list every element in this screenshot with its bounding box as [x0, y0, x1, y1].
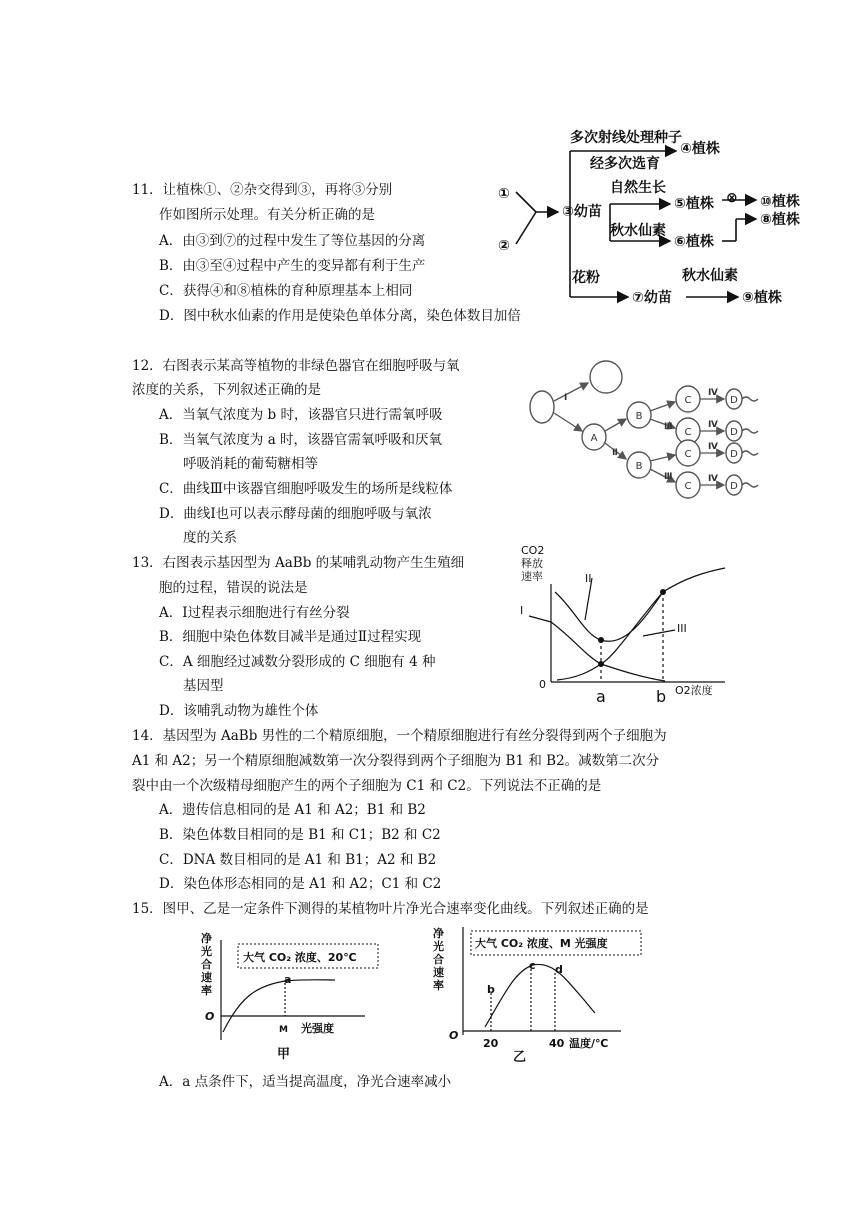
jia-ylabel-1: 净: [201, 932, 212, 945]
germ-cell-diagram: [528, 355, 763, 515]
spermatogonium-cell: [530, 391, 554, 423]
chart-o2-ylabel-3: 速率: [521, 570, 543, 583]
yi-tick-40: 40: [549, 1037, 565, 1050]
sperm-tail-4: [742, 483, 758, 487]
plant-4-label: ④植株: [680, 141, 720, 157]
q14-stem-line1: 14．基因型为 AaBb 男性的二个精原细胞，一个精原细胞进行有丝分裂得到两个子细胞为: [132, 728, 667, 744]
plant-8-label: ⑧植株: [760, 212, 800, 228]
q12-stem-line1: 12．右图表示某高等植物的非绿色器官在细胞呼吸与氧: [132, 358, 460, 374]
yi-caption: 乙: [513, 1050, 527, 1065]
selfing-symbol: ⊗: [726, 190, 738, 206]
label-process-IV-3: Ⅳ: [708, 442, 718, 452]
q14-option-a: A．遗传信息相同的是 A1 和 A2；B1 和 B2: [159, 802, 426, 818]
q13-option-b: B．细胞中染色体数目减半是通过Ⅱ过程实现: [159, 629, 422, 645]
yi-xlabel: 温度/℃: [569, 1037, 609, 1050]
label-pollen: 花粉: [572, 270, 600, 286]
curve-II-total: [555, 568, 725, 641]
label-process-I: Ⅰ: [564, 393, 568, 403]
label-natural-growth: 自然生长: [610, 180, 666, 196]
curve-I-anaerobic: [551, 622, 665, 681]
jia-ylabel-4: 速: [201, 971, 212, 984]
sperm-tail-1: [742, 397, 758, 401]
plant-1-label: ①: [498, 186, 510, 202]
label-cell-C-4: C: [684, 481, 692, 492]
chart-yi: [425, 923, 665, 1065]
label-cell-C-1: C: [684, 395, 692, 406]
seedling-7-label: ⑦幼苗: [632, 290, 672, 306]
q12-option-a: A．当氧气浓度为 b 时，该器官只进行需氧呼吸: [159, 407, 443, 423]
q12-option-c: C．曲线Ⅲ中该器官细胞呼吸发生的场所是线粒体: [159, 481, 453, 497]
q11-stem-line1: 11．让植株①、②杂交得到③，再将③分别: [132, 182, 393, 198]
q14-option-b: B．染色体数目相同的是 B1 和 C1；B2 和 C2: [159, 827, 441, 843]
label-process-III-upper: Ⅲ: [664, 422, 673, 432]
q13-stem-line2: 胞的过程，错误的说法是: [159, 580, 308, 596]
breeding-diagram: [490, 120, 820, 315]
label-process-IV-2: Ⅳ: [708, 420, 718, 430]
q12-option-b-line1: B．当氧气浓度为 a 时，该器官需氧呼吸和厌氧: [159, 432, 443, 448]
mitosis-daughter-cell: [590, 361, 622, 393]
sperm-tail-3: [742, 451, 758, 455]
q11-option-a: A．由③到⑦的过程中发生了等位基因的分离: [159, 233, 426, 249]
chart-o2-ylabel-1: CO2: [521, 544, 545, 557]
x-tick-b: b: [656, 687, 667, 705]
q14-stem-line3: 裂中由一个次级精母细胞产生的两个子细胞为 C1 和 C2。下列说法不正确的是: [132, 778, 602, 794]
label-radiation: 多次射线处理种子: [570, 130, 682, 146]
q15-option-a: A．a 点条件下，适当提高温度，净光合速率减小: [159, 1074, 452, 1090]
curve-II-label: II: [585, 572, 592, 585]
yi-ylabel-2: 光: [433, 940, 444, 953]
plant-10-label: ⑩植株: [760, 194, 800, 210]
yi-condition-box-text: 大气 CO₂ 浓度、M 光强度: [475, 937, 608, 950]
label-cell-A: A: [590, 433, 598, 444]
jia-condition-box-text: 大气 CO₂ 浓度、20℃: [243, 951, 357, 964]
label-process-III-lower: Ⅲ: [664, 472, 673, 482]
q11-option-b: B．由③至④过程中产生的变异都有利于生产: [159, 258, 426, 274]
q13-option-c-line1: C．A 细胞经过减数分裂形成的 C 细胞有 4 种: [159, 654, 436, 670]
point-intersection: [598, 661, 604, 667]
point-b: [660, 589, 666, 595]
q11-option-c: C．获得④和⑧植株的育种原理基本上相同: [159, 283, 413, 299]
label-cell-C-2: C: [684, 427, 692, 438]
q13-stem-line1: 13．右图表示基因型为 AaBb 的某哺乳动物产生生殖细: [132, 555, 465, 571]
yi-origin: O: [449, 1029, 459, 1042]
plant-9-label: ⑨植株: [742, 290, 782, 306]
pointer-III: [643, 630, 675, 636]
jia-caption: 甲: [277, 1047, 291, 1062]
chart-jia: [195, 928, 390, 1063]
respiration-o2-chart: [515, 540, 730, 705]
label-cell-D-1: D: [730, 395, 738, 406]
q12-option-d-line1: D．曲线Ⅰ也可以表示酵母菌的细胞呼吸与氧浓: [159, 506, 432, 522]
jia-origin: O: [205, 1010, 215, 1023]
q13-option-d: D．该哺乳动物为雄性个体: [159, 703, 319, 719]
seedling-3-label: ③幼苗: [562, 204, 602, 220]
label-colchicine-2: 秋水仙素: [682, 268, 738, 284]
jia-xlabel: 光强度: [301, 1022, 334, 1035]
point-minimum: [598, 637, 604, 643]
label-process-IV-4: Ⅳ: [708, 474, 718, 484]
label-cell-D-3: D: [730, 449, 738, 460]
jia-ylabel-5: 率: [201, 984, 212, 997]
curve-I-label: I: [520, 604, 524, 617]
chart-o2-ylabel-2: 释放: [521, 557, 543, 570]
label-cell-B-upper: B: [635, 411, 643, 422]
jia-tick-m: M: [279, 1025, 288, 1035]
label-cell-B-lower: B: [635, 461, 643, 472]
q14-stem-line2: A1 和 A2；另一个精原细胞减数第一次分裂得到两个子细胞为 B1 和 B2。减数第二次分: [132, 753, 660, 769]
label-cell-D-2: D: [730, 427, 738, 438]
jia-ylabel-2: 光: [201, 945, 212, 958]
q13-option-a: A．Ⅰ过程表示细胞进行有丝分裂: [159, 605, 350, 621]
q14-option-c: C．DNA 数目相同的是 A1 和 B1；A2 和 B2: [159, 852, 437, 868]
label-selection: 经多次选育: [590, 156, 660, 172]
yi-point-d: d: [555, 963, 563, 976]
q13-option-c-line2: 基因型: [183, 678, 224, 694]
yi-ylabel-4: 速: [433, 966, 444, 979]
plant-2-label: ②: [498, 238, 510, 254]
label-cell-C-3: C: [684, 449, 692, 460]
q14-option-d: D．染色体形态相同的是 A1 和 A2；C1 和 C2: [159, 876, 442, 892]
jia-ylabel-3: 合: [201, 958, 212, 971]
chart-o2-origin: 0: [539, 678, 546, 691]
q12-option-b-line2: 呼吸消耗的葡萄糖相等: [183, 456, 318, 472]
label-process-IV-1: Ⅳ: [708, 388, 718, 398]
yi-curve: [485, 964, 595, 1027]
q12-option-d-line2: 度的关系: [183, 530, 237, 546]
label-colchicine-1: 秋水仙素: [610, 223, 666, 239]
q11-stem-line2: 作如图所示处理。有关分析正确的是: [159, 207, 375, 223]
yi-ylabel-3: 合: [433, 953, 444, 966]
yi-ylabel-1: 净: [433, 927, 444, 940]
x-tick-a: a: [596, 687, 606, 705]
q11-option-d: D．图中秋水仙素的作用是使染色单体分离，染色体数目加倍: [159, 308, 521, 324]
q12-stem-line2: 浓度的关系，下列叙述正确的是: [132, 382, 321, 398]
yi-ylabel-5: 率: [433, 979, 444, 992]
jia-point-a: a: [284, 973, 292, 986]
yi-point-b: b: [487, 983, 495, 996]
q15-stem: 15．图甲、乙是一定条件下测得的某植物叶片净光合速率变化曲线。下列叙述正确的是: [132, 901, 649, 917]
plant-5-label: ⑤植株: [674, 196, 714, 212]
label-process-II: Ⅱ: [612, 448, 618, 458]
chart-o2-xlabel: O2浓度: [675, 684, 713, 697]
plant-6-label: ⑥植株: [674, 234, 714, 250]
label-cell-D-4: D: [730, 481, 738, 492]
yi-point-c: c: [529, 959, 536, 972]
sperm-tail-2: [742, 429, 758, 433]
pointer-I: [529, 616, 551, 622]
curve-III-label: III: [677, 622, 687, 635]
yi-tick-20: 20: [483, 1037, 499, 1050]
